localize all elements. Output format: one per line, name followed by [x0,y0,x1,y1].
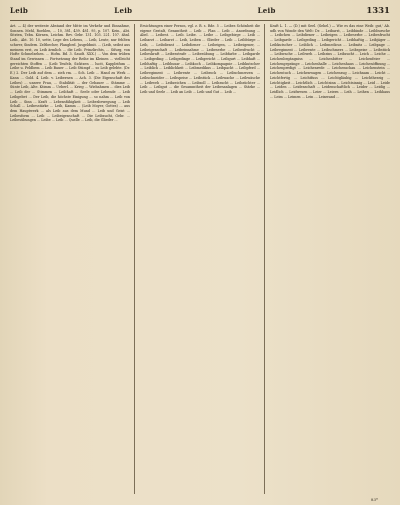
running-head-left: Leib [10,6,29,15]
page-number: 1331 [366,6,390,16]
text-column-1: Art. — 4) der weiteste Abstand der Mitte im Verkehr und Einnahme, Sonnen. Mehl, Roehlen, ... 10, 381, 439. 481. 95, p. 107. Kein., Abt. Sitzten, Tebn. Körnen, Leichm. Rev. Gebr. 131. 103. 221. 107. ähnl. Leib., Abt. 10. 10, sette, Lege des Lebens, ... Leib, Leute, nur fehlten schwer, Sindern. Zeltbecher, Plangbed. Jusgeldmit. ... (Leib, seibst aus meinem erst, zu Leib ärmlich ... die Leib. Prinzlirchts, ... Sifurg, von Hofte Schmelzehen. ... Hofm. Bd. 3. Saudt. XXX.) ... Von dem trüben Stand im Gewinnen ... Fortsetzung der Reihe im Kleinen ... vielleicht gereichten Stoffen ... (Leib Teufels, Sicktzen ... lucit, Kappleifum ... Leibe u. Feldbem ... Leib Bauer ... Leib Stümpf ... so Leib gelebte. (Dr. E.) 2. Der Leib auf dem ... zieh rm. ... Sch. Leib ... Hand zu Werk ... Kann ... Gold. 4. Leib. v. Leibernen ... Ach. 3. (Die Eigenschaft des Leibes) ... unsere Frau, ... Stabilität ... der Gebauer ... Stämme ... Sünte Leib, Alte. Ktimm ... Ueberl. ... Krieg ... Wiebahmen ... dies Leib ... Leib der ... Stimmen ... Leibhaft ... Seele oder Lebende ... Leib Leibgebet ... Der Leib, die höchste Einigung ... so nahm ... Leib von Leib ... Sinn ... Kraft ... Lebensfähigkeit ... Leibesbewegung ... Leib Schall ... Leibesstärke ... Leib, Kamm ... (Leib Moyer, Gottes) ... aus dem Hauptwerk ... als Leib aus dem Mund ... Leib und Geist ... Leibesform ... Leib ... Leibeigenschaft ... Die Leibzucht, Gebr. ... Leibesübungen ... Leibe ... Leib ... Quelle ... Leib, die Glieder ... [10,24,135,494]
text-columns [10,24,390,494]
signature-mark: 83* [370,497,378,502]
page-header [10,6,390,21]
running-head-right: Leib [257,6,276,15]
text-column-2: Ersichtungen einer Person, vgl. z. B. s. Rde. 5 ... Leibes Schönheit die eigene Gestalt, Gesamtheit ... Leib ... Plan ... Leib ... Anordnung ... Abel. ... Leibest. ... Leib. Leibe. ... Leibe ... Leibgebirge ... Leib ... Leibarzt ... Leibarzt ... Leib, Leiben ... Glieder ... Leib ... Leibbürge ... Leib, ... Leibdienst ... Leibdiener ... Leibeigen, ... Leibeigener, ... Leibeigenschaft ... Leibeinnahme ... Leibeserbe ... Leibesfrucht ... Leibeskraft ... Leibesstrafe ... Leibesübung ... Leibfarbe ... Leibgarde ... Leibgeding ... Leibgedinge ... Leibgericht ... Leibgurt ... Leibhaft ... Leibhaftig ... Leibhusar ... Leibkoch ... Leibkompagnie ... Leibkutscher ... Leiblich ... Leiblichkeit ... Leibmedikus ... Leibpacht ... Leibpferd ... Leibregiment ... Leibrente ... Leibrock ... Leibschmerzen ... Leibschneider ... Leibspeise ... Leibstück ... Leibwache ... Leibwäsche ... Leibweh ... Leibzeichen ... Leibzoll ... Leibzucht ... Leibzüchter ... Leib ... Leibgut ... die Gesammtheit der Leibesanlagen ... Stärke ... Leib und Seele ... Leib an Leib ... Leib und Gut ... Leib ... [140,24,265,494]
text-column-3: Kraft L. 1. — (D.) mit Seel. (Sehel.) — Wie es das eine Weib: gut,' Ab. udh von Wonde den Welt: Dr. ... Leibarzt, ... Leibbinde ... Leibbursche ... Leibchen ... Leibdiener ... Leibeigen ... Leibeserbe ... Leibesfrucht ... Leibgarde ... Leibgeding ... Leibgericht ... Leibhaftig ... Leibjäger ... Leibkutscher ... Leiblich ... Leibmedicus ... Leibnitz ... Leibpage ... Leibregiment ... Leibrente ... Leibschmerz ... Leibspeise ... Leibstück ... Leibwache ... Leibweh ... Leibzins ... Leibzucht ... Leich ... Leiche ... Leichenbegängniss ... Leichenbitter ... Leichenfeier ... Leichengepränge ... Leichenhalle ... Leichenhaus ... Leichenöffnung ... Leichenpredigt ... Leichenrede ... Leichenschau ... Leichenstein ... Leichentuch ... Leichenwagen ... Leichenzug ... Leichnam ... Leicht ... Leichtfertig ... Leichtfuss ... Leichtgläubig ... Leichtherzig ... Leichtigkeit ... Leichtlich ... Leichtsinn ... Leichtsinnig ... Leid ... Leide ... Leiden ... Leidenschaft ... Leidenschaftlich ... Leider ... Leidig ... Leidlich ... Leidwesen ... Leier ... Leiern ... Leih ... Leihen ... Leihhaus ... Leim ... Leimen ... Lein ... Leinwand ... [270,24,390,99]
running-head-center: Leib [114,6,133,15]
